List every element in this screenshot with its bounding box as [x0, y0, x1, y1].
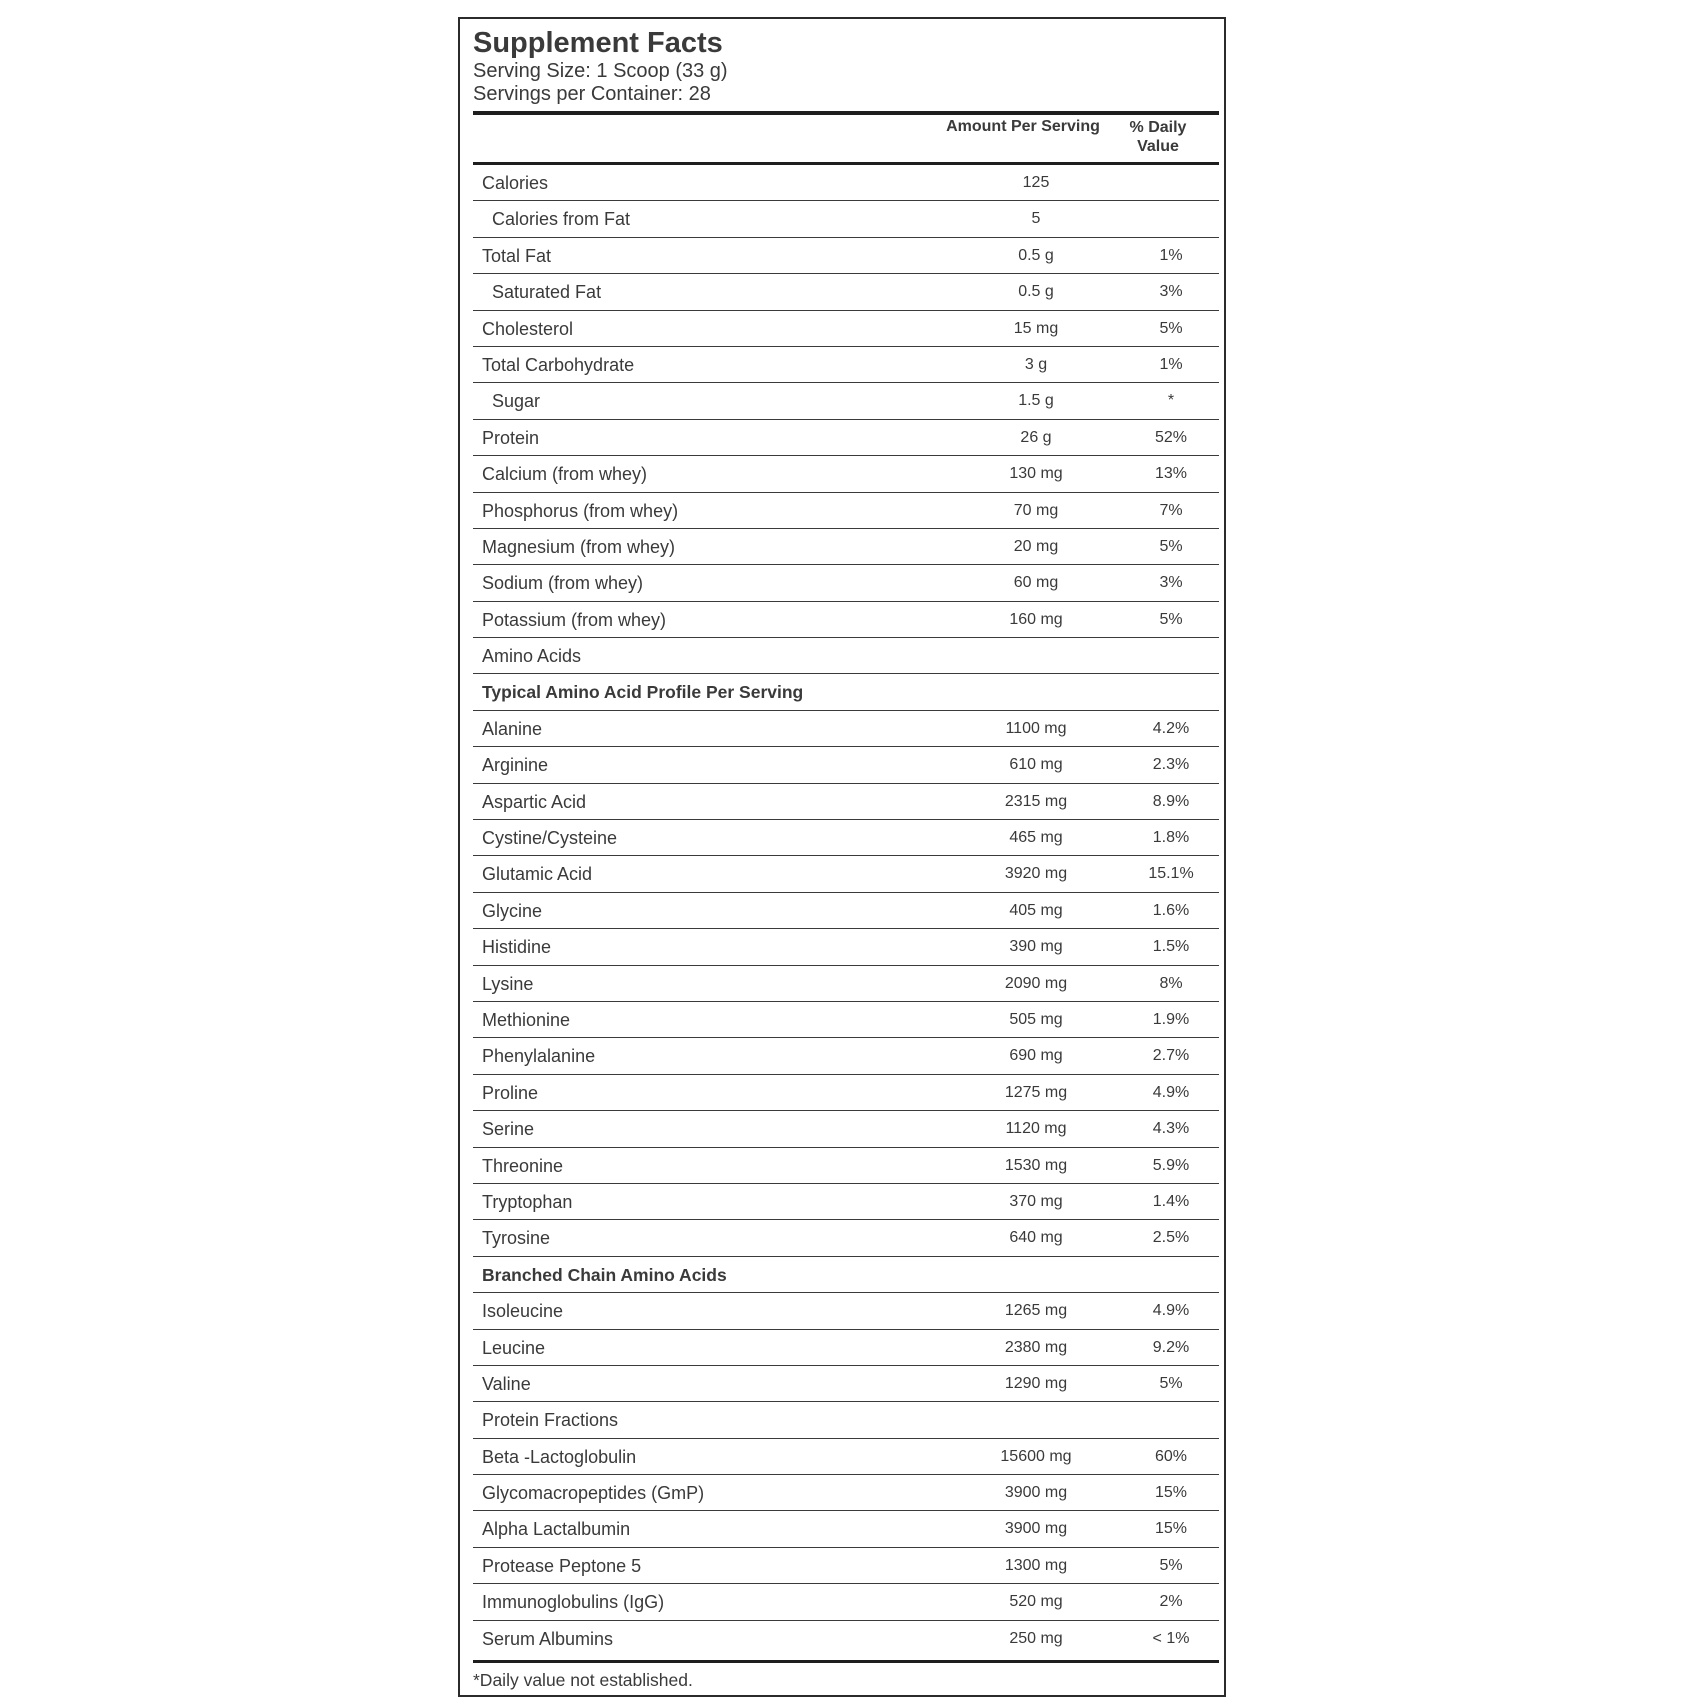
nutrient-amount: 1290 mg [1004, 1374, 1068, 1392]
nutrient-amount: 465 mg [1009, 829, 1063, 847]
nutrient-amount: 26 g [1020, 428, 1052, 446]
nutrient-daily-value: 1.5% [1152, 938, 1190, 956]
serving-size: Serving Size: 1 Scoop (33 g) [473, 60, 728, 82]
nutrient-amount: 3920 mg [1004, 865, 1068, 883]
table-row [473, 1366, 1219, 1402]
table-row [473, 456, 1219, 492]
nutrient-name: Arginine [482, 755, 549, 776]
table-row [473, 493, 1219, 529]
nutrient-daily-value: 15% [1154, 1520, 1188, 1538]
nutrient-name: Branched Chain Amino Acids [482, 1264, 727, 1285]
nutrient-daily-value: 5% [1159, 1374, 1183, 1392]
nutrient-amount: 70 mg [1013, 501, 1059, 519]
nutrient-name: Aspartic Acid [482, 791, 587, 812]
nutrient-amount: 160 mg [1009, 610, 1063, 628]
nutrient-amount: 130 mg [1009, 465, 1063, 483]
nutrient-amount: 370 mg [1009, 1192, 1063, 1210]
nutrient-name: Alanine [482, 718, 543, 739]
nutrient-daily-value: 1.6% [1152, 901, 1190, 919]
nutrient-name: Proline [482, 1082, 539, 1103]
nutrient-name: Sodium (from whey) [482, 573, 644, 594]
nutrient-amount: 60 mg [1013, 574, 1059, 592]
nutrient-table [473, 165, 1219, 1657]
nutrient-amount: 640 mg [1009, 1229, 1063, 1247]
table-row [473, 1548, 1219, 1584]
table-row [473, 674, 1219, 710]
nutrient-daily-value: 9.2% [1152, 1338, 1190, 1356]
table-row [473, 1584, 1219, 1620]
nutrient-amount: 5 [1031, 210, 1041, 228]
nutrient-daily-value: 5% [1159, 537, 1183, 555]
nutrient-daily-value: 1% [1159, 246, 1183, 264]
nutrient-name: Glycomacropeptides (GmP) [482, 1483, 705, 1504]
nutrient-daily-value: 52% [1154, 428, 1188, 446]
nutrient-amount: 520 mg [1009, 1593, 1063, 1611]
nutrient-name: Amino Acids [482, 646, 582, 667]
table-row [473, 274, 1219, 310]
nutrient-name: Methionine [482, 1009, 571, 1030]
servings-per-container: Servings per Container: 28 [473, 83, 711, 105]
nutrient-name: Tyrosine [482, 1228, 551, 1249]
table-row [473, 1293, 1219, 1329]
table-row [473, 1439, 1219, 1475]
nutrient-name: Serum Albumins [482, 1628, 614, 1649]
table-row [473, 1220, 1219, 1256]
nutrient-daily-value: 2.3% [1152, 756, 1190, 774]
bottom-thick-rule [473, 1660, 1219, 1663]
table-row [473, 929, 1219, 965]
nutrient-amount: 610 mg [1009, 756, 1063, 774]
nutrient-amount: 1265 mg [1004, 1302, 1068, 1320]
nutrient-amount: 2380 mg [1004, 1338, 1068, 1356]
nutrient-name: Potassium (from whey) [482, 609, 667, 630]
header-daily-value: % Daily Value [1129, 119, 1187, 155]
nutrient-name: Cystine/Cysteine [482, 828, 618, 849]
nutrient-name: Leucine [482, 1337, 546, 1358]
nutrient-daily-value: < 1% [1152, 1629, 1190, 1647]
nutrient-name: Saturated Fat [492, 282, 602, 303]
nutrient-name: Lysine [482, 973, 534, 994]
top-thick-rule [473, 111, 1219, 115]
nutrient-name: Tryptophan [482, 1191, 573, 1212]
nutrient-amount: 1300 mg [1004, 1556, 1068, 1574]
nutrient-name: Phosphorus (from whey) [482, 500, 679, 521]
nutrient-daily-value: 8.9% [1152, 792, 1190, 810]
table-row [473, 1184, 1219, 1220]
nutrient-daily-value: 15% [1154, 1484, 1188, 1502]
nutrient-amount: 3900 mg [1004, 1520, 1068, 1538]
nutrient-name: Threonine [482, 1155, 564, 1176]
nutrient-daily-value: 15.1% [1148, 865, 1194, 883]
nutrient-daily-value: 1% [1159, 355, 1183, 373]
supplement-facts-panel [458, 17, 1226, 1697]
nutrient-name: Typical Amino Acid Profile Per Serving [482, 682, 804, 703]
header-amount-per-serving: Amount Per Serving [946, 118, 1100, 135]
nutrient-daily-value: 5% [1159, 610, 1183, 628]
nutrient-daily-value: 4.3% [1152, 1120, 1190, 1138]
nutrient-daily-value: 2% [1159, 1593, 1183, 1611]
nutrient-daily-value: 5% [1159, 1556, 1183, 1574]
table-row [473, 1075, 1219, 1111]
nutrient-name: Magnesium (from whey) [482, 536, 676, 557]
table-row [473, 820, 1219, 856]
nutrient-daily-value: 4.9% [1152, 1302, 1190, 1320]
table-row [473, 711, 1219, 747]
table-row [473, 1511, 1219, 1547]
nutrient-name: Total Fat [482, 245, 552, 266]
nutrient-name: Phenylalanine [482, 1046, 596, 1067]
nutrient-name: Serine [482, 1119, 535, 1140]
nutrient-amount: 0.5 g [1018, 283, 1054, 301]
nutrient-amount: 0.5 g [1018, 246, 1054, 264]
nutrient-amount: 15600 mg [1000, 1447, 1072, 1465]
table-row [473, 602, 1219, 638]
nutrient-name: Calories [482, 173, 549, 193]
nutrient-amount: 1120 mg [1005, 1120, 1067, 1138]
nutrient-amount: 1275 mg [1004, 1083, 1068, 1101]
nutrient-daily-value: 3% [1159, 574, 1183, 592]
table-row [473, 856, 1219, 892]
nutrient-daily-value: 1.4% [1152, 1192, 1190, 1210]
table-row [473, 747, 1219, 783]
nutrient-name: Calories from Fat [492, 209, 631, 230]
table-row [473, 201, 1219, 237]
nutrient-name: Protease Peptone 5 [482, 1555, 642, 1576]
table-row [473, 893, 1219, 929]
nutrient-daily-value: 8% [1159, 974, 1183, 992]
table-row [473, 1111, 1219, 1147]
nutrient-name: Sugar [492, 391, 541, 412]
table-row [473, 966, 1219, 1002]
table-row [473, 1038, 1219, 1074]
table-row [473, 1257, 1219, 1293]
table-row [473, 1330, 1219, 1366]
nutrient-name: Glycine [482, 900, 543, 921]
table-row [473, 1475, 1219, 1511]
nutrient-name: Protein Fractions [482, 1410, 619, 1431]
nutrient-name: Histidine [482, 937, 552, 958]
label-title: Supplement Facts [473, 27, 723, 59]
nutrient-name: Valine [482, 1373, 531, 1394]
nutrient-name: Glutamic Acid [482, 864, 593, 885]
nutrient-amount: 125 [1022, 174, 1050, 191]
nutrient-daily-value: * [1167, 392, 1175, 410]
table-row [473, 638, 1219, 674]
table-row [473, 311, 1219, 347]
nutrient-name: Protein [482, 427, 540, 448]
nutrient-amount: 1.5 g [1018, 392, 1054, 410]
nutrient-daily-value: 1.8% [1152, 829, 1190, 847]
table-row [473, 1621, 1219, 1657]
table-row [473, 347, 1219, 383]
nutrient-name: Cholesterol [482, 318, 574, 339]
nutrient-name: Calcium (from whey) [482, 464, 648, 485]
nutrient-daily-value: 3% [1159, 283, 1183, 301]
table-row [473, 529, 1219, 565]
nutrient-amount: 3900 mg [1004, 1484, 1068, 1502]
nutrient-daily-value: 60% [1154, 1447, 1188, 1465]
table-row [473, 1148, 1219, 1184]
nutrient-daily-value: 5.9% [1152, 1156, 1190, 1174]
footnote: *Daily value not established. [473, 1670, 693, 1690]
nutrient-name: Beta -Lactoglobulin [482, 1446, 637, 1467]
nutrient-amount: 2090 mg [1004, 974, 1068, 992]
nutrient-amount: 1530 mg [1004, 1156, 1068, 1174]
nutrient-daily-value: 13% [1154, 465, 1188, 483]
nutrient-daily-value: 4.2% [1152, 719, 1190, 737]
nutrient-amount: 390 mg [1009, 938, 1063, 956]
nutrient-amount: 2315 mg [1004, 792, 1068, 810]
nutrient-daily-value: 1.9% [1152, 1010, 1190, 1028]
nutrient-name: Isoleucine [482, 1301, 564, 1322]
nutrient-amount: 3 g [1024, 355, 1048, 373]
table-row [473, 383, 1219, 419]
nutrient-amount: 20 mg [1013, 537, 1059, 555]
nutrient-amount: 505 mg [1009, 1010, 1063, 1028]
table-row [473, 1402, 1219, 1438]
table-row [473, 238, 1219, 274]
table-row [473, 784, 1219, 820]
nutrient-name: Immunoglobulins (IgG) [482, 1592, 665, 1613]
table-row [473, 420, 1219, 456]
table-row [473, 1002, 1219, 1038]
table-row [473, 565, 1219, 601]
nutrient-amount: 690 mg [1009, 1047, 1063, 1065]
table-row [473, 165, 1219, 201]
nutrient-amount: 15 mg [1013, 319, 1059, 337]
nutrient-name: Total Carbohydrate [482, 354, 635, 375]
nutrient-name: Alpha Lactalbumin [482, 1519, 631, 1540]
nutrient-daily-value: 2.7% [1152, 1047, 1190, 1065]
nutrient-amount: 405 mg [1009, 901, 1063, 919]
nutrient-daily-value: 2.5% [1152, 1229, 1190, 1247]
nutrient-daily-value: 5% [1159, 319, 1183, 337]
nutrient-daily-value: 4.9% [1152, 1083, 1190, 1101]
nutrient-amount: 1100 mg [1005, 719, 1067, 737]
nutrient-amount: 250 mg [1009, 1629, 1063, 1647]
nutrient-daily-value: 7% [1159, 501, 1183, 519]
